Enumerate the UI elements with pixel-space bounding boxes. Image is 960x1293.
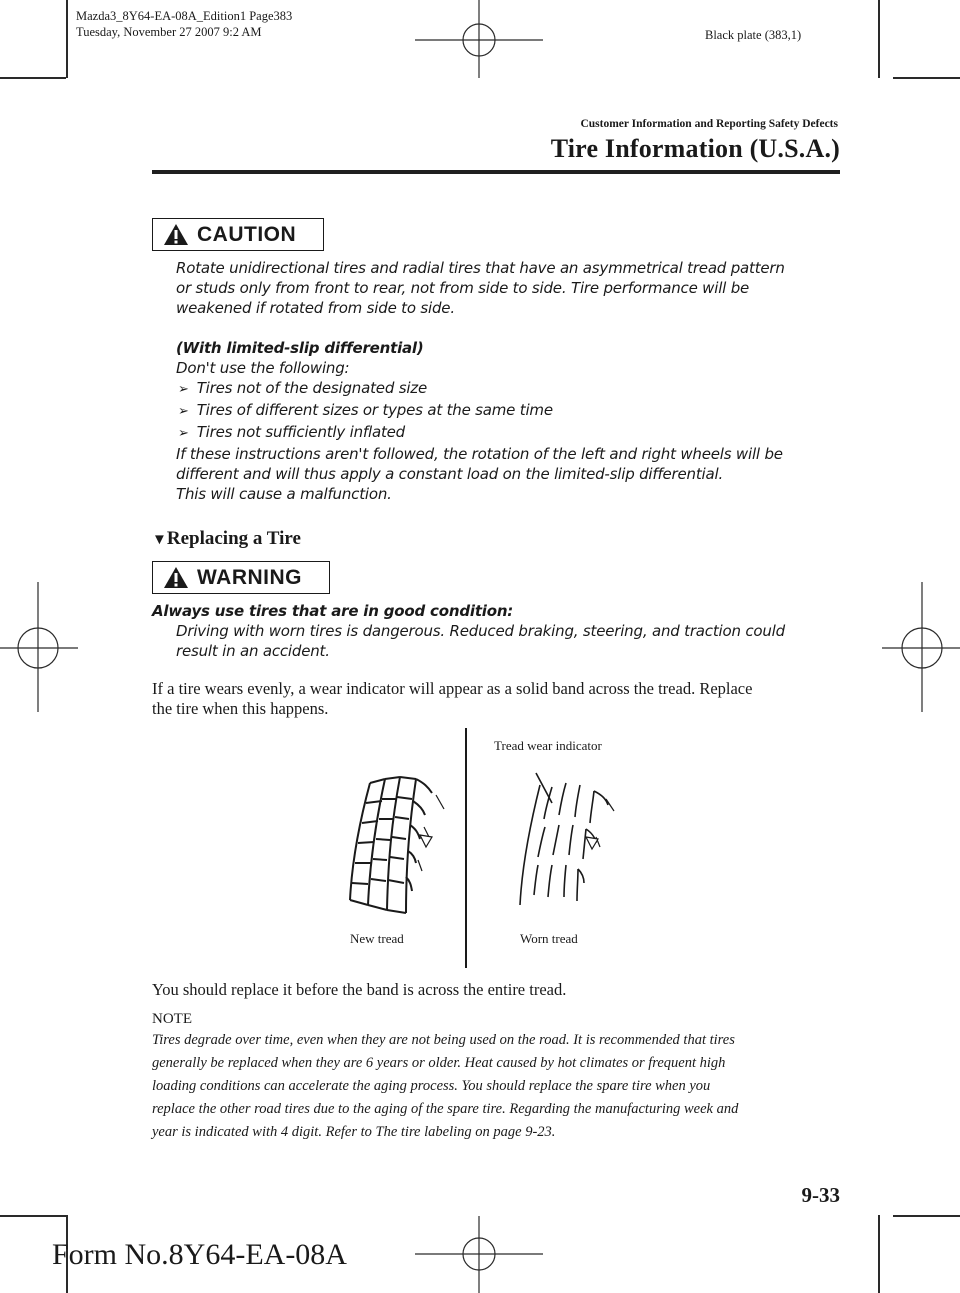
bullet-item: ➢ Tires of different sizes or types at the same time	[176, 400, 856, 422]
new-tread-illustration	[340, 765, 450, 920]
lsd-heading: (With limited-slip differential)	[176, 339, 424, 357]
file-line: Mazda3_8Y64-EA-08A_Edition1 Page383	[76, 9, 293, 23]
caution-triangle-icon	[163, 223, 189, 246]
note-label: NOTE	[152, 1011, 192, 1027]
warning-line: result in an accident.	[176, 642, 330, 660]
after-figure-text: You should replace it before the band is across the entire tread.	[152, 980, 567, 999]
worn-tread-illustration	[512, 765, 622, 920]
form-number: Form No.8Y64-EA-08A	[52, 1238, 347, 1271]
caution-line: weakened if rotated from side to side.	[176, 299, 455, 317]
warning-label: WARNING	[197, 565, 302, 589]
caution-line: Rotate unidirectional tires and radial tires that have an asymmetrical tread pattern	[176, 259, 785, 277]
page-title: Tire Information (U.S.A.)	[550, 134, 840, 163]
plate-label: Black plate (383,1)	[705, 28, 802, 42]
print-meta	[76, 8, 292, 40]
caution-label: CAUTION	[197, 222, 297, 246]
worn-tread-label: Worn tread	[520, 931, 578, 946]
replace-paragraph: If a tire wears evenly, a wear indicator will appear as a solid band across the tread. Replace the tire when this happens.	[152, 679, 753, 718]
warning-line: Driving with worn tires is dangerous. Reduced braking, steering, and traction could	[176, 622, 785, 640]
caution-line: This will cause a malfunction.	[176, 485, 392, 503]
warning-triangle-icon	[163, 566, 189, 589]
warning-body	[152, 601, 852, 661]
caution-label-box	[152, 218, 324, 251]
warning-label-box	[152, 561, 330, 594]
subsection-heading: ▼Replacing a Tire	[152, 528, 301, 549]
note-body: Tires degrade over time, even when they are not being used on the road. It is recommended that tires generally be replaced when they are 6 years or older. Heat caused by hot climates or frequent high loading conditions can accelerate the aging process. You should replace the spare tire when you replace the other road tires due to the aging of the spare tire. Regarding the manufacturing week and year is indicated with 4 digit. Refer to The tire labeling on page 9-23.	[152, 1032, 739, 1140]
new-tread-label: New tread	[350, 931, 404, 946]
figure-divider	[465, 728, 467, 968]
bullet-item: ➢ Tires not of the designated size	[176, 378, 856, 400]
warning-lead: Always use tires that are in good condition:	[152, 602, 514, 620]
caution-line: different and will thus apply a constant load on the limited-slip differential.	[176, 465, 724, 483]
caution-body	[176, 258, 856, 504]
date-line: Tuesday, November 27 2007 9:2 AM	[76, 25, 262, 39]
page-number: 9-33	[801, 1183, 840, 1207]
triangle-down-icon: ▼	[152, 532, 167, 548]
bullet-item: ➢ Tires not sufficiently inflated	[176, 422, 856, 444]
dont-use-text: Don't use the following:	[176, 359, 350, 377]
heading-rule	[152, 170, 840, 174]
caution-line: or studs only from front to rear, not from side to side. Tire performance will be	[176, 279, 750, 297]
tread-indicator-label: Tread wear indicator	[494, 738, 602, 753]
caution-line: If these instructions aren't followed, the rotation of the left and right wheels will be	[176, 445, 783, 463]
section-title: Customer Information and Reporting Safety Defects	[580, 118, 838, 130]
